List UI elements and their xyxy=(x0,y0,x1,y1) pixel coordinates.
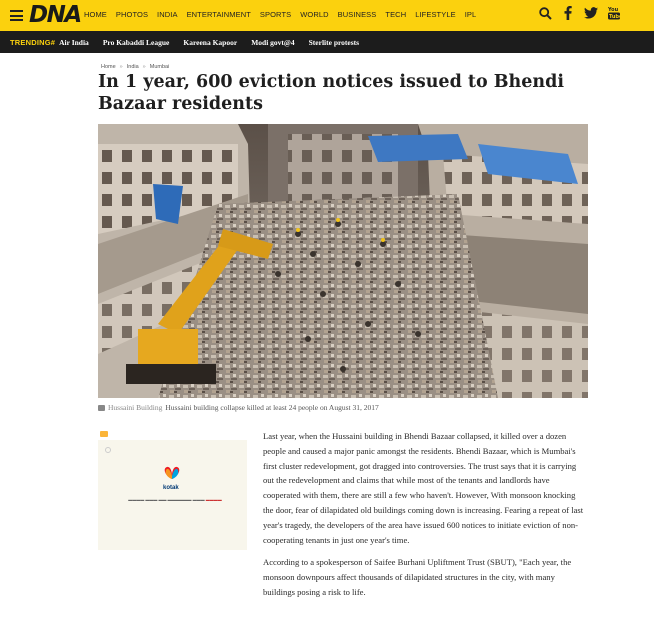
breadcrumb-mumbai[interactable]: Mumbai xyxy=(149,64,170,70)
search-icon[interactable] xyxy=(538,6,552,20)
svg-text:kotak: kotak xyxy=(163,485,179,491)
trending-item[interactable]: Kareena Kapoor xyxy=(183,37,238,47)
breadcrumb-separator: » xyxy=(142,64,146,70)
trending-item[interactable]: Pro Kabaddi League xyxy=(102,37,170,47)
ad-close-icon[interactable] xyxy=(105,447,111,453)
svg-text:You: You xyxy=(608,7,619,13)
site-logo[interactable]: DNA xyxy=(29,2,81,28)
trending-label: TRENDING# xyxy=(10,37,56,47)
article-paragraph: Last year, when the Hussaini building in Bhendi Bazaar collapsed, it killed over a dozen people and caused a major panic amongst the residents. Bhendi Bazaar, which is Mumbai's first cluster redevelopment, got dragged into controversies. The trust says that it is carrying out the redevelopment and claims that while most of the tenants and landlords have cooperated with them, there are still a few who haven't. However, With monsoon knocking the door, fear of dilapidated old buildings coming down is increasing. Fearing a repeat of last year's tragedy, the developers of the area have issued 600 notices to initiate eviction of non-cooperating tenants in just one year's time. xyxy=(263,431,584,545)
photo-credit: Hussaini Building xyxy=(108,403,163,412)
nav-lifestyle[interactable]: LIFESTYLE xyxy=(415,10,456,19)
header-icons xyxy=(538,6,621,20)
nav-home[interactable]: HOME xyxy=(84,10,107,19)
nav-business[interactable]: BUSINESS xyxy=(337,10,377,19)
breadcrumb-home[interactable]: Home xyxy=(101,64,116,70)
ad-badge xyxy=(100,431,108,437)
trending-item[interactable]: Air India xyxy=(59,37,89,47)
top-header xyxy=(0,0,654,31)
menu-icon[interactable] xyxy=(10,10,23,21)
trending-list xyxy=(59,38,373,47)
camera-icon xyxy=(98,405,105,411)
nav-ipl[interactable]: IPL xyxy=(464,10,477,19)
trending-item[interactable]: Modi govt@4 xyxy=(251,37,295,47)
main-nav xyxy=(84,10,485,19)
article-body xyxy=(263,429,585,608)
breadcrumb xyxy=(101,64,169,70)
trending-item[interactable]: Sterlite protests xyxy=(308,37,360,47)
facebook-icon[interactable] xyxy=(561,6,575,20)
twitter-icon[interactable] xyxy=(584,6,598,20)
svg-text:Tube: Tube xyxy=(609,14,623,20)
nav-sports[interactable]: SPORTS xyxy=(259,10,292,19)
trending-bar xyxy=(0,31,654,53)
nav-india[interactable]: INDIA xyxy=(157,10,178,19)
image-caption xyxy=(98,403,379,412)
article-hero-image xyxy=(98,124,588,398)
kotak-logo-icon xyxy=(160,465,184,493)
nav-photos[interactable]: PHOTOS xyxy=(115,10,149,19)
nav-tech[interactable]: TECH xyxy=(385,10,407,19)
ad-fine-print: ▬▬▬▬ ▬▬▬ ▬▬ ▬▬▬▬▬▬ ▬▬▬ ▬▬▬▬ xyxy=(128,497,222,502)
breadcrumb-separator: » xyxy=(119,64,123,70)
caption-text: Hussaini building collapse killed at least 24 people on August 31, 2017 xyxy=(165,403,379,412)
nav-entertainment[interactable]: ENTERTAINMENT xyxy=(186,10,251,19)
nav-world[interactable]: WORLD xyxy=(300,10,329,19)
ad-container[interactable] xyxy=(98,440,247,550)
breadcrumb-india[interactable]: India xyxy=(126,64,139,70)
article-paragraph: According to a spokesperson of Saifee Burhani Upliftment Trust (SBUT), "Each year, the monsoon downpours affect thousands of dilapidated structures in the city, with many buildings posing a risk to life. xyxy=(263,557,572,597)
article-title: In 1 year, 600 eviction notices issued to Bhendi Bazaar residents xyxy=(98,72,564,114)
youtube-icon[interactable] xyxy=(607,6,621,20)
